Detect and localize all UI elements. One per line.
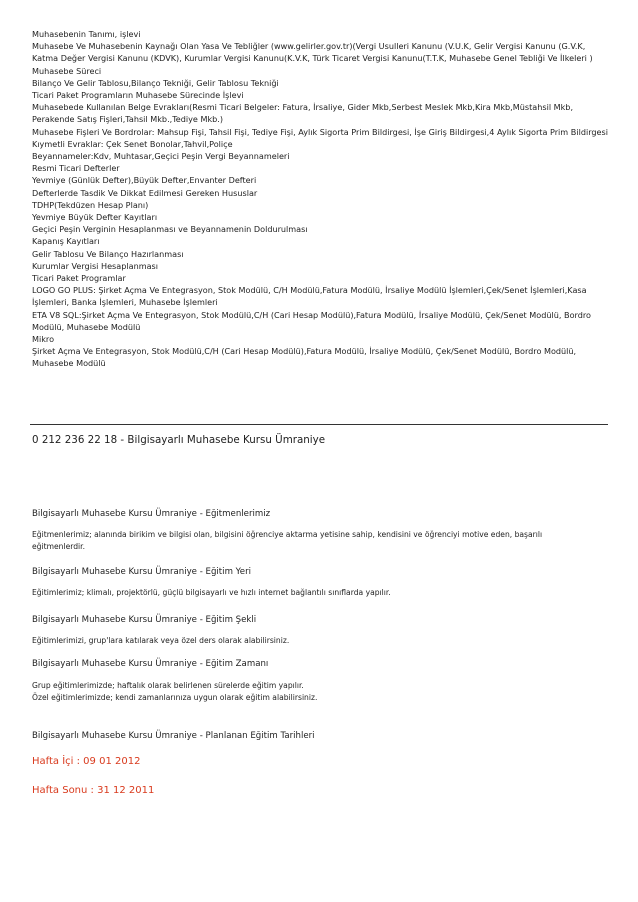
topic-item: Ticari Paket Programların Muhasebe Sürecinde İşlevi	[32, 90, 244, 101]
weekday-date: Hafta İçi : 09 01 2012	[32, 756, 141, 767]
topic-item: TDHP(Tekdüzen Hesap Planı)	[32, 199, 149, 210]
topic-item: Bilanço Ve Gelir Tablosu,Bilanço Tekniği, Gelir Tablosu Tekniği	[32, 77, 279, 88]
topic-item: Mikro	[32, 334, 55, 345]
topic-item: Geçici Peşin Verginin Hesaplanması ve Beyannamenin Doldurulması	[32, 224, 308, 235]
section-location	[32, 566, 592, 599]
topic-item: Kapanış Kayıtları	[32, 236, 100, 247]
section-planned-dates	[32, 730, 592, 742]
section-text: Grup eğitimlerimizde; haftalık olarak belirlenen sürelerde eğitim yapılır.	[32, 681, 304, 690]
topic-item: Resmi Ticari Defterler	[32, 163, 120, 174]
section-instructors	[32, 508, 592, 553]
topic-item: Muhasebe Fişleri Ve Bordrolar: Mahsup Fişi, Tahsil Fişi, Tediye Fişi, Aylık Sigorta Prim Bildirgesi, İşe Giriş Bildirgesi,4 Aylık Sigorta Prim Bildirgesi	[32, 126, 608, 137]
topic-item: Muhasebe Süreci	[32, 65, 102, 76]
topic-item: Yevmiye (Günlük Defter),Büyük Defter,Envanter Defteri	[32, 175, 257, 186]
section-divider	[30, 424, 608, 425]
topic-item: Muhasebenin Tanımı, işlevi	[32, 29, 141, 39]
section-text: Özel eğitimlerimizde; kendi zamanlarınıza uygun olarak eğitim alabilirsiniz.	[32, 693, 318, 702]
topic-item: Kurumlar Vergisi Hesaplanması	[32, 260, 159, 271]
section-heading: Bilgisayarlı Muhasebe Kursu Ümraniye - Planlanan Eğitim Tarihleri	[32, 731, 315, 741]
section-text: Eğitimlerimizi, grup'lara katılarak veya özel ders olarak alabilirsiniz.	[32, 636, 290, 645]
topic-item: Ticari Paket Programlar	[32, 273, 126, 284]
topic-item: Gelir Tablosu Ve Bilanço Hazırlanması	[32, 248, 184, 259]
section-heading: Bilgisayarlı Muhasebe Kursu Ümraniye - Eğitim Zamanı	[32, 659, 269, 669]
section-format	[32, 614, 592, 647]
phone-heading: 0 212 236 22 18 - Bilgisayarlı Muhasebe Kursu Ümraniye	[32, 434, 326, 446]
topic-item: Muhasebe Ve Muhasebenin Kaynağı Olan Yasa Ve Tebliğler (www.gelirler.gov.tr)(Vergi Usulleri Kanunu (V.U.K, Gelir Vergisi Kanunu (G.V.K, Katma Değer Vergisi Kanunu (KDVK), Kurumlar Vergisi Kanunu(K.V.K, Türk Ticaret Vergisi Kanunu(T.T.K, Muhasebe Genel Tebliği Ve İlkeleri )	[32, 41, 593, 64]
topic-item: Şirket Açma Ve Entegrasyon, Stok Modülü,C/H (Cari Hesap Modülü),Fatura Modülü, İrsaliye Modülü, Çek/Senet Modülü, Bordro Modülü, Muhasebe Modülü	[32, 346, 577, 369]
section-heading: Bilgisayarlı Muhasebe Kursu Ümraniye - Eğitmenlerimiz	[32, 509, 271, 519]
topic-item: Defterlerde Tasdik Ve Dikkat Edilmesi Gereken Hususlar	[32, 187, 258, 198]
section-text: Eğitmenlerimiz; alanında birikim ve bilgisi olan, bilgisini öğrenciye aktarma yetisine sahip, kendisini ve öğrenciyi motive eden, başarılı eğitmenlerdir.	[32, 530, 543, 551]
section-heading: Bilgisayarlı Muhasebe Kursu Ümraniye - Eğitim Şekli	[32, 615, 257, 625]
topic-item: Muhasebede Kullanılan Belge Evrakları(Resmi Ticari Belgeler: Fatura, İrsaliye, Gider Mkb,Serbest Meslek Mkb,Kira Mkb,Müstahsil Mkb, Perakende Satış Fişleri,Tahsil Mkb.,Tediye Mkb.)	[32, 102, 574, 125]
topic-item: ETA V8 SQL:Şirket Açma Ve Entegrasyon, Stok Modülü,C/H (Cari Hesap Modülü),Fatura Modülü, İrsaliye Modülü, Çek/Senet Modülü, Bordro Modülü, Muhasebe Modülü	[32, 309, 591, 332]
section-text: Eğitimlerimiz; klimalı, projektörlü, güçlü bilgisayarlı ve hızlı internet bağlantılı sınıflarda yapılır.	[32, 588, 391, 597]
topic-item: Yevmiye Büyük Defter Kayıtları	[32, 212, 158, 223]
weekend-date: Hafta Sonu : 31 12 2011	[32, 785, 155, 796]
topic-item: Beyannameler:Kdv, Muhtasar,Geçici Peşin Vergi Beyannameleri	[32, 151, 290, 162]
topic-item: LOGO GO PLUS: Şirket Açma Ve Entegrasyon, Stok Modülü, C/H Modülü,Fatura Modülü, İrsaliye Modülü İşlemleri,Çek/Senet İşlemleri,Kasa İşlemleri, Banka İşlemleri, Muhasebe İşlemleri	[32, 285, 587, 308]
topic-item: Kıymetli Evraklar: Çek Senet Bonolar,Tahvil,Poliçe	[32, 138, 233, 149]
course-topic-list	[32, 28, 608, 370]
section-heading: Bilgisayarlı Muhasebe Kursu Ümraniye - Eğitim Yeri	[32, 567, 251, 577]
section-schedule	[32, 658, 592, 704]
